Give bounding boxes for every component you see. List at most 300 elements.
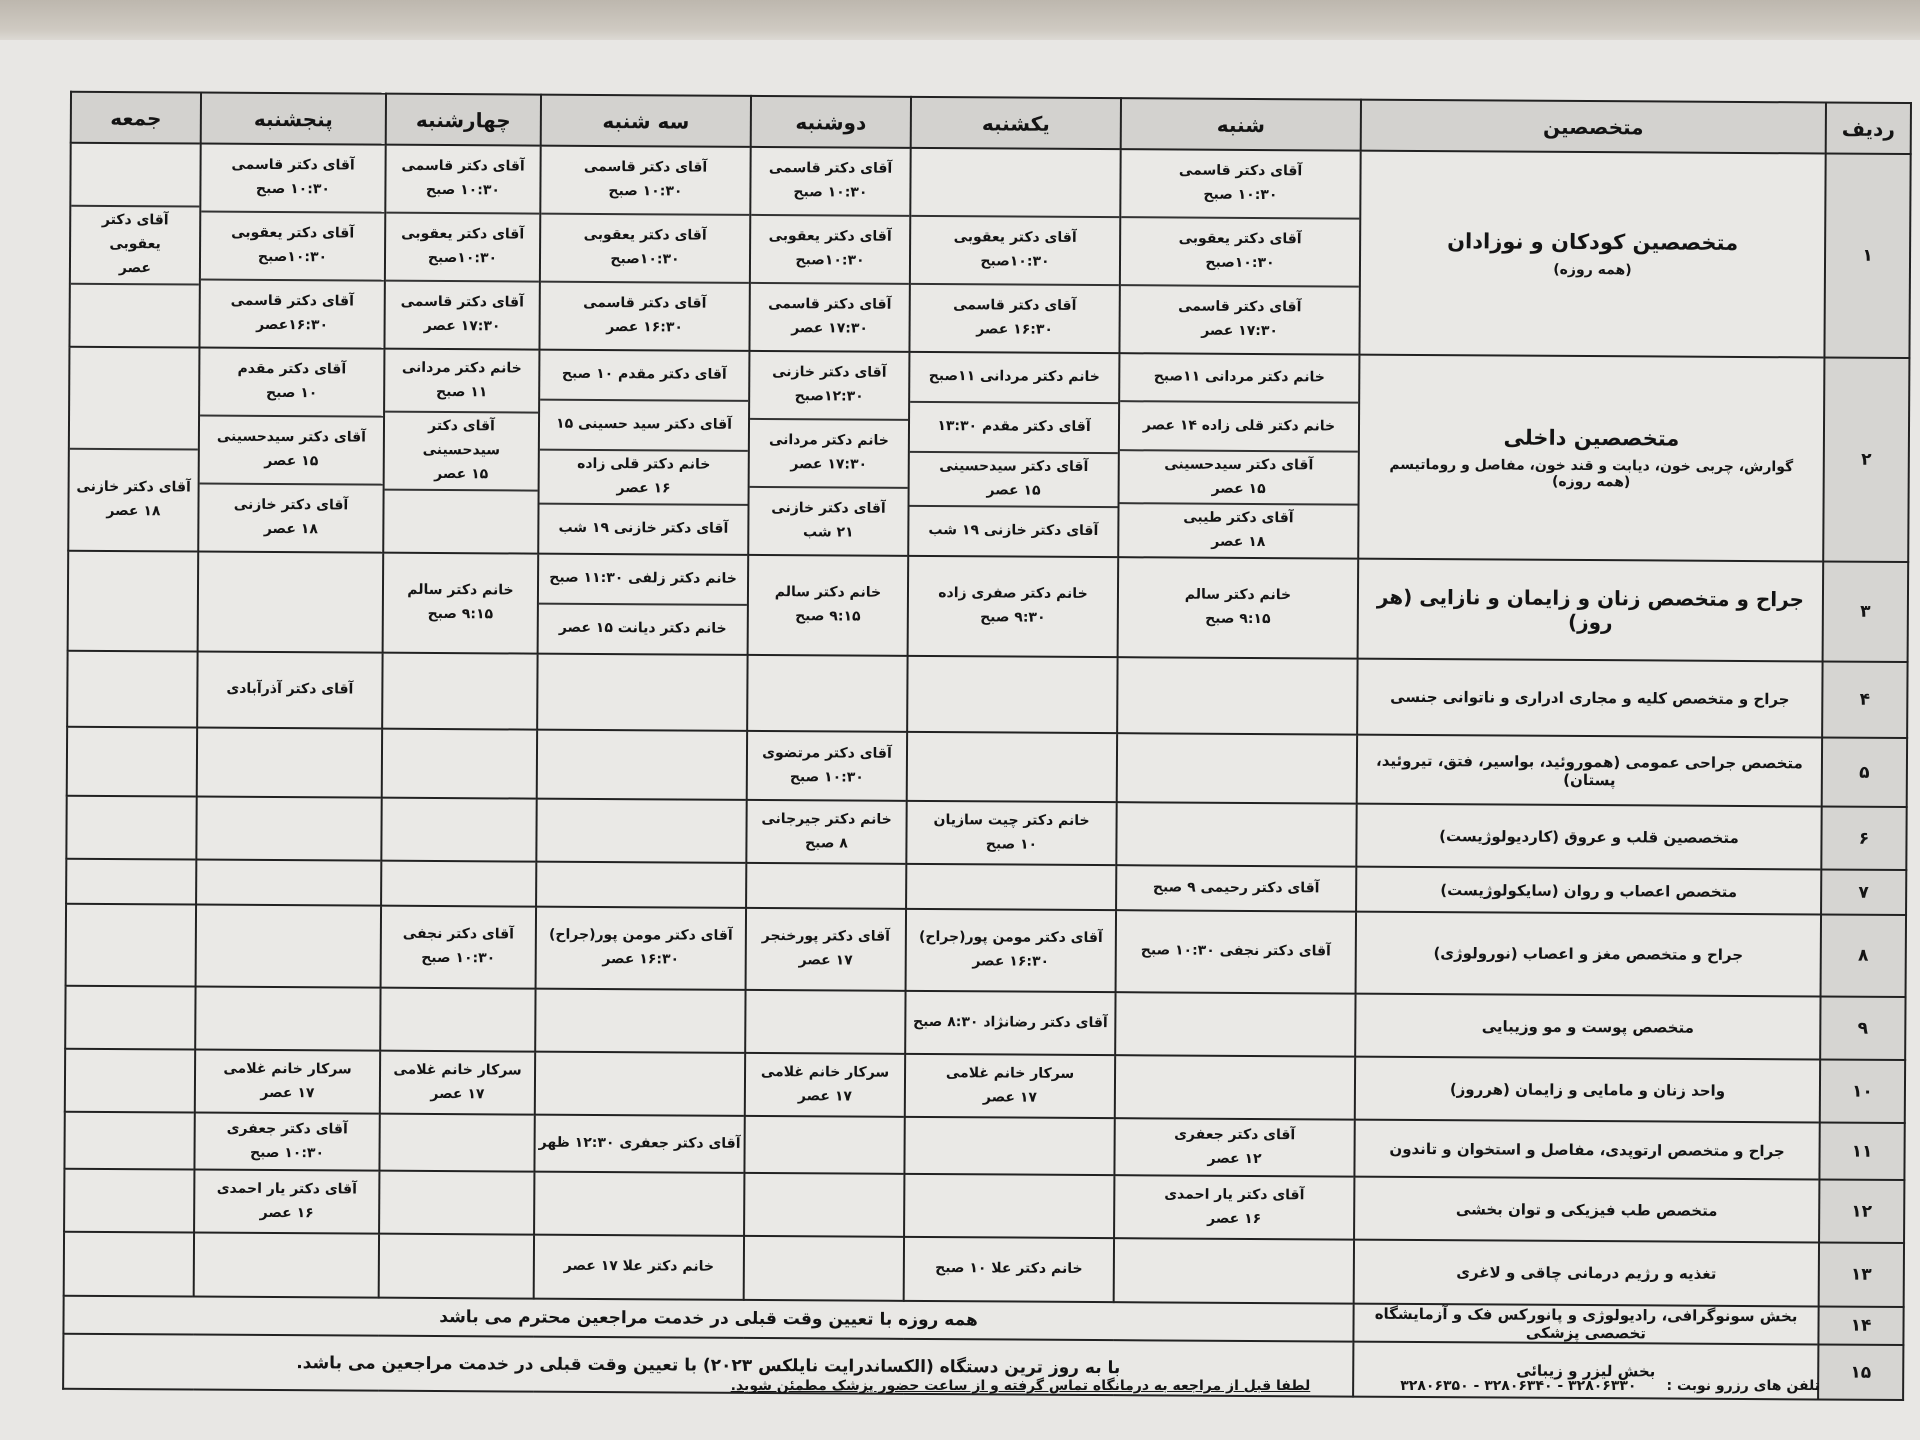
schedule-cell (904, 1117, 1114, 1175)
slot-list (197, 906, 380, 987)
slot-list (1115, 1176, 1353, 1238)
doctor-slot (535, 1173, 743, 1235)
schedule-cell (198, 552, 384, 653)
schedule-cell (1115, 992, 1355, 1056)
schedule-cell (1114, 1118, 1354, 1176)
schedule-cell (69, 143, 200, 348)
doctor-slot: سرکار خانم غلامی ۱۷ عصر (945, 1064, 1075, 1106)
table-row (65, 986, 1905, 1060)
doctor-slot (383, 730, 536, 798)
slot-list (747, 801, 905, 863)
slot-list (69, 552, 198, 651)
schedule-cell (64, 1232, 194, 1297)
specialty-name: بخش لیزر و زیبائی (1516, 1361, 1656, 1380)
row-number: ۸ (1821, 914, 1906, 997)
slot-list (905, 1118, 1113, 1174)
doctor-slot: خانم دکتر سالم ۹:۱۵ صبح (407, 582, 514, 623)
schedule-cell (534, 1172, 744, 1236)
doctor-slot: آقای دکتر خازنی ۱۸ عصر (233, 496, 349, 538)
specialty-cell (1356, 867, 1821, 915)
schedule-cell (536, 862, 746, 908)
doctor-slot (745, 1174, 903, 1236)
doctor-slot: آقای دکتر یعقوبی ۱۰:۳۰صبح (386, 214, 539, 283)
doctor-slot: آقای دکتر قاسمی ۱۰:۳۰ صبح (386, 146, 539, 215)
slot-list (382, 799, 535, 861)
slot-list (385, 146, 539, 349)
table-row (69, 143, 1910, 358)
doctor-slot (1118, 658, 1356, 733)
specialty-note: (همه روزه) (1553, 261, 1632, 279)
phone-numbers: ۳۲۸۰۶۳۳۰ - ۳۲۸۰۶۳۴۰ - ۳۲۸۰۶۳۵۰ (1400, 1378, 1637, 1394)
slot-list (380, 1172, 533, 1234)
doctor-slot (747, 864, 905, 908)
table-row (68, 347, 1909, 562)
specialty-name: جراح و متخصص کلیه و مجاری ادراری و ناتوانی جنسی (1390, 687, 1790, 709)
slot-list (1116, 993, 1354, 1055)
slot-list (1120, 150, 1359, 353)
phones-label: تلفن های رزرو نوبت : (1666, 1378, 1820, 1394)
doctor-slot: آقای دکتر رضانژاد ۸:۳۰ صبح (912, 1013, 1108, 1031)
header-day: جمعه (71, 92, 201, 144)
doctor-slot (382, 799, 535, 861)
slot-list (199, 553, 383, 652)
doctor-slot: سرکار خانم غلامی ۱۷ عصر (760, 1063, 890, 1105)
table-row (64, 1169, 1904, 1243)
slot-list (66, 987, 194, 1049)
slot-list (382, 862, 535, 906)
slot-list (535, 1173, 743, 1235)
schedule-cell (65, 1049, 195, 1113)
doctor-slot (197, 861, 380, 905)
slot-list (535, 1116, 743, 1172)
row-note: همه روزه با تعیین وقت قبلی در خدمت مراجعین محترم می باشد (63, 1296, 1353, 1342)
specialty-cell (1355, 994, 1820, 1060)
schedule-cell (909, 148, 1120, 353)
doctor-slot (68, 652, 196, 727)
doctor-slot: آقای دکتر خازنی ۱۸ عصر (76, 478, 191, 520)
slot-list (749, 352, 908, 555)
schedule-cell (381, 861, 536, 907)
doctor-slot: آقای دکتر قاسمی ۱۷:۳۰ عصر (768, 296, 892, 337)
table-row (67, 651, 1907, 738)
slot-list (67, 860, 195, 904)
schedule-cell (67, 727, 197, 797)
specialty-cell (1355, 1057, 1820, 1123)
doctor-slot: خانم دکتر جیرجانی ۸ صبح (761, 810, 892, 852)
specialty-cell (1354, 1240, 1819, 1307)
doctor-slot: خانم دکتر قلی زاده ۱۴ عصر (1120, 403, 1358, 453)
doctor-slot: آقای دکتر سیدحسینی ۱۵ عصر (385, 413, 538, 491)
schedule-cell (1116, 910, 1356, 993)
schedule-cell (906, 801, 1116, 865)
slot-list (1117, 866, 1355, 910)
schedule-cell (66, 796, 196, 860)
schedule-cell (1114, 1238, 1354, 1303)
doctor-slot: خانم دکتر مردانی ۱۷:۳۰ عصر (750, 420, 908, 489)
doctor-slot (1117, 803, 1355, 865)
specialty-name: واحد زنان و مامایی و زایمان (هرروز) (1449, 1079, 1726, 1100)
doctor-slot: آقای دکتر خازنی ۱۹ شب (558, 519, 729, 537)
slot-list (69, 348, 198, 551)
slot-list (905, 1238, 1113, 1301)
doctor-slot (1115, 1239, 1353, 1302)
doctor-slot (67, 905, 195, 986)
slot-list (65, 1233, 193, 1296)
specialty-name: جراح و متخصص مغز و اعصاب (نورولوژی) (1433, 944, 1744, 964)
doctor-slot: آقای دکتر قاسمی ۱۰:۳۰ صبح (201, 145, 384, 214)
slot-list (907, 802, 1115, 864)
schedule-cell (383, 349, 539, 554)
schedule-cell (536, 907, 746, 990)
header-specialist: متخصصین (1361, 100, 1826, 154)
doctor-slot (70, 348, 199, 451)
slot-list (65, 1170, 193, 1232)
slot-list (68, 652, 196, 727)
slot-list (746, 991, 904, 1053)
row-number: ۱ (1824, 153, 1910, 358)
doctor-slot: خانم دکتر قلی زاده ۱۶ عصر (540, 451, 748, 506)
specialty-name: متخصصین داخلی (1503, 425, 1680, 451)
doctor-slot: آقای دکتر آذرآبادی (226, 680, 354, 698)
doctor-slot: آقای دکتر نجفی ۱۰:۳۰ صبح (402, 925, 515, 967)
schedule-cell (67, 651, 197, 728)
slot-list (67, 905, 195, 986)
slot-list (1117, 911, 1355, 992)
doctor-slot: آقای دکتر سیدحسینی ۱۵ عصر (1120, 451, 1358, 506)
doctor-slot (383, 654, 536, 729)
schedule-cell (1119, 149, 1360, 354)
doctor-slot (67, 860, 195, 904)
doctor-slot: آقای دکتر سیدحسینی ۱۵ عصر (200, 417, 383, 486)
schedule-cell (195, 987, 380, 1051)
doctor-slot (382, 862, 535, 906)
header-day: شنبه (1121, 98, 1361, 150)
doctor-slot: آقای دکتر جعفری ۱۰:۳۰ صبح (226, 1120, 348, 1161)
schedule-cell (539, 146, 750, 351)
header-day: سه شنبه (541, 95, 751, 147)
doctor-slot: سرکار خانم غلامی ۱۷ عصر (393, 1061, 522, 1102)
slot-list (908, 733, 1116, 801)
schedule-cell (907, 732, 1117, 802)
schedule-cell (537, 654, 747, 731)
row-number: ۶ (1821, 806, 1906, 870)
schedule-cell (1115, 1055, 1355, 1119)
slot-list (380, 1235, 533, 1298)
schedule-cell (199, 144, 385, 349)
doctor-slot: خانم دکتر علا ۱۷ عصر (563, 1257, 715, 1275)
slot-list (536, 1053, 744, 1115)
schedule-cell (382, 729, 537, 799)
schedule-cell (746, 863, 906, 909)
slot-list (909, 353, 1118, 556)
slot-list (750, 148, 909, 351)
slot-list (1117, 803, 1355, 865)
doctor-slot: خانم دکتر دیانت ۱۵ عصر (558, 619, 727, 637)
schedule-cell (196, 797, 381, 861)
slot-list (197, 861, 380, 905)
doctor-slot: آقای دکتر یار احمدی ۱۶ عصر (216, 1180, 357, 1221)
slot-list (65, 1113, 193, 1169)
doctor-slot (911, 149, 1119, 218)
schedule-cell (196, 860, 381, 906)
slot-list (383, 654, 536, 729)
schedule-cell (380, 1051, 535, 1115)
doctor-slot: آقای دکتر قاسمی ۱۰:۳۰ صبح (751, 148, 909, 217)
doctor-slot (197, 906, 380, 987)
table-row (65, 1049, 1905, 1123)
doctor-slot: خانم دکتر مردانی ۱۱صبح (1120, 354, 1358, 404)
slot-list (1119, 558, 1358, 657)
row-number: ۳ (1823, 561, 1909, 662)
row-number: ۱۳ (1819, 1242, 1904, 1307)
doctor-slot: آقای دکتر قاسمی ۱۷:۳۰ عصر (1178, 298, 1302, 340)
schedule-cell (381, 798, 536, 862)
slot-list (197, 798, 380, 860)
slot-list (195, 1171, 378, 1233)
doctor-slot (66, 987, 194, 1049)
doctor-slot (536, 1053, 744, 1115)
specialty-name: متخصص پوست و مو وزیبایی (1481, 1016, 1694, 1037)
slot-list (540, 147, 749, 350)
specialty-cell (1357, 735, 1822, 807)
doctor-slot (537, 800, 745, 862)
schedule-cell (382, 653, 537, 730)
specialty-cell (1356, 912, 1821, 997)
doctor-slot: آقای دکتر سید حسینی ۱۵ (540, 401, 748, 452)
doctor-slot: آقای دکتر یار احمدی ۱۶ عصر (1164, 1186, 1305, 1227)
schedule-cell (535, 1052, 745, 1116)
doctor-slot (908, 733, 1116, 801)
slot-list (383, 730, 536, 798)
doctor-slot: خانم دکتر سالم ۹:۱۵ صبح (1184, 586, 1292, 628)
schedule-cell (905, 991, 1115, 1055)
doctor-slot (1116, 993, 1354, 1055)
slot-list (198, 729, 381, 797)
doctor-slot: آقای دکتر جعفری ۱۲ عصر (1174, 1126, 1296, 1167)
specialty-name: متخصصین کودکان و نوزادان (1447, 229, 1739, 255)
doctor-slot (908, 657, 1116, 732)
specialty-name: متخصصین قلب و عروق (کاردیولوژیست) (1439, 826, 1739, 847)
doctor-slot (65, 1113, 193, 1169)
schedule-cell (745, 1053, 905, 1117)
schedule-cell (538, 554, 749, 655)
schedule-cell (744, 1236, 904, 1301)
schedule-cell (1114, 1175, 1354, 1239)
doctor-slot (381, 989, 534, 1051)
doctor-slot: خانم دکتر سالم ۹:۱۵ صبح (774, 584, 882, 625)
doctor-slot (70, 284, 198, 346)
schedule-cell (535, 989, 745, 1053)
specialty-cell (1353, 1304, 1818, 1345)
slot-list (535, 1236, 743, 1299)
doctor-slot: خانم دکتر زلفی ۱۱:۳۰ صبح (539, 555, 747, 606)
schedule-cell (196, 905, 381, 988)
schedule-table (62, 91, 1912, 1401)
doctor-slot: خانم دکتر مردانی ۱۱صبح (910, 353, 1118, 404)
schedule-cell (747, 655, 907, 732)
doctor-slot (1116, 1056, 1354, 1118)
schedule-cell (1117, 657, 1357, 734)
doctor-slot (748, 656, 906, 731)
doctor-slot: آقای دکتر مقدم ۱۰ صبح (540, 351, 748, 402)
schedule-cell (534, 1235, 744, 1300)
row-number: ۹ (1820, 996, 1905, 1060)
schedule-cell (748, 351, 909, 556)
slot-list (196, 988, 379, 1050)
doctor-slot (905, 1175, 1113, 1237)
doctor-slot (195, 1234, 378, 1297)
slot-list (538, 655, 746, 730)
schedule-cell (65, 986, 195, 1050)
doctor-slot: آقای دکتر مرتضوی ۱۰:۳۰ صبح (762, 744, 892, 786)
slot-list (200, 145, 384, 348)
slot-list (1115, 1239, 1353, 1302)
slot-list (380, 1115, 533, 1171)
doctor-slot: آقای دکتر قاسمی ۱۷:۳۰ عصر (400, 293, 524, 335)
row-note: با به روز ترین دستگاه (الکساندرایت نایلکس ۲۰۲۳) با تعیین وقت قبلی در خدمت مراجعین می باشد. (63, 1334, 1353, 1397)
schedule-cell (906, 864, 1116, 910)
slot-list (746, 1054, 904, 1116)
row-number: ۱۱ (1819, 1122, 1904, 1180)
doctor-slot: آقای دکتر مقدم ۱۰ صبح (200, 349, 383, 418)
doctor-slot (538, 655, 746, 730)
row-number: ۱۵ (1818, 1344, 1903, 1400)
doctor-slot: آقای دکتر یعقوبی ۱۰:۳۰صبح (201, 213, 384, 282)
slot-list (68, 728, 196, 796)
slot-list (539, 351, 748, 554)
slot-list (1115, 1119, 1353, 1175)
specialty-name: جراح و متخصص زنان و زایمان و نازایی (هر روز) (1376, 584, 1805, 635)
schedule-cell (64, 1112, 194, 1170)
slot-list (539, 555, 748, 654)
doctor-slot (65, 1233, 193, 1296)
schedule-cell (194, 1233, 379, 1298)
schedule-cell (194, 1170, 379, 1234)
schedule-cell (198, 348, 384, 553)
row-number: ۱۰ (1820, 1059, 1905, 1123)
header-day: یکشنبه (911, 97, 1121, 149)
doctor-slot (198, 729, 381, 797)
doctor-slot (199, 553, 383, 652)
schedule-cell (536, 799, 746, 863)
slot-list (748, 732, 906, 800)
slot-list (1118, 734, 1356, 802)
slot-list (537, 908, 745, 989)
doctor-slot (196, 988, 379, 1050)
doctor-slot (538, 731, 746, 799)
slot-list (199, 349, 383, 552)
doctor-slot: آقای دکتر خازنی ۱۹ شب (928, 522, 1099, 540)
doctor-slot: آقای دکتر خازنی ۲۱ شب (771, 500, 886, 541)
doctor-slot: آقای دکتر یعقوبی ۱۰:۳۰صبح (751, 216, 909, 285)
doctor-slot: سرکار خانم غلامی ۱۷ عصر (223, 1060, 352, 1101)
doctor-slot (67, 797, 195, 859)
slot-list (536, 990, 744, 1052)
specialty-name: متخصص جراحی عمومی (هموروئید، بواسیر، فتق، تیروئید، پستان) (1376, 751, 1803, 789)
doctor-slot: آقای دکتر پورخنجر ۱۷ عصر (761, 928, 891, 969)
schedule-cell (746, 908, 906, 991)
slot-list (382, 907, 535, 988)
doctor-slot (384, 490, 537, 552)
doctor-slot (380, 1172, 533, 1234)
schedule-cell (747, 731, 907, 801)
schedule-cell (379, 1171, 534, 1235)
slot-list (905, 1175, 1113, 1237)
slot-list (906, 1055, 1114, 1117)
doctor-slot: آقای دکتر مومن پور(جراح) ۱۶:۳۰ عصر (918, 929, 1103, 970)
slot-list (745, 1174, 903, 1236)
schedule-cell (1116, 865, 1356, 911)
doctor-slot: آقای دکتر مومن پور(جراح) ۱۶:۳۰ عصر (548, 926, 733, 968)
slot-list (384, 554, 538, 653)
schedule-cell (1118, 353, 1359, 558)
schedule-cell (379, 1234, 534, 1299)
table-row (66, 904, 1906, 997)
slot-list (747, 864, 905, 908)
slot-list (908, 657, 1116, 732)
schedule-cell (906, 909, 1116, 992)
header-day: پنجشنبه (201, 93, 386, 145)
schedule-cell (195, 1050, 380, 1114)
schedule-cell (379, 1114, 534, 1172)
doctor-slot: آقای دکتر قاسمی ۱۶:۳۰عصر (230, 292, 354, 334)
row-number: ۵ (1822, 737, 1907, 807)
slot-list (745, 1237, 903, 1300)
doctor-slot (380, 1115, 533, 1171)
doctor-slot (907, 865, 1115, 909)
slot-list (67, 797, 195, 859)
doctor-slot (537, 863, 745, 907)
doctor-slot (69, 552, 198, 651)
row-number: ۷ (1821, 869, 1906, 915)
slot-list (538, 731, 746, 799)
schedule-cell (1117, 733, 1357, 803)
schedule-cell (746, 800, 906, 864)
slot-list (195, 1234, 378, 1297)
slot-list (747, 909, 905, 990)
schedule-cell (904, 1174, 1114, 1238)
row-number: ۱۴ (1818, 1306, 1903, 1345)
schedule-cell (1118, 557, 1359, 658)
schedule-cell (538, 350, 749, 555)
table-row (67, 727, 1907, 807)
slot-list (537, 863, 745, 907)
doctor-slot: خانم دکتر چیت سازیان ۱۰ صبح (933, 811, 1090, 853)
specialty-name: متخصص اعصاب و روان (سایکولوژیست) (1440, 880, 1738, 901)
schedule-cell (537, 730, 747, 800)
schedule-cell (384, 145, 540, 350)
slot-list (384, 350, 538, 553)
specialty-cell (1358, 559, 1824, 662)
header-row-number: ردیف (1826, 102, 1911, 154)
doctor-slot: آقای دکتر یعقوبی ۱۰:۳۰صبح (541, 215, 749, 284)
schedule-cell (744, 1116, 904, 1174)
slot-list (745, 1117, 903, 1173)
doctor-slot: آقای دکتر خازنی ۱۲:۳۰صبح (750, 352, 908, 421)
specialty-name: بخش سونوگرافی، رادیولوژی و پانورکس فک و آزمایشگاه تخصصی پزشکی (1374, 1304, 1798, 1343)
doctor-slot (66, 1050, 194, 1112)
schedule-cell (380, 988, 535, 1052)
doctor-slot (71, 144, 199, 208)
schedule-cell (66, 859, 196, 905)
doctor-slot: آقای دکتر مقدم ۱۳:۳۰ (910, 403, 1118, 454)
doctor-slot: آقای دکتر جعفری ۱۲:۳۰ ظهر (538, 1134, 741, 1152)
schedule-cell (1116, 802, 1356, 866)
slot-list (910, 149, 1119, 352)
doctor-slot: آقای دکتر قاسمی ۱۰:۳۰ صبح (1121, 150, 1359, 219)
slot-list (907, 910, 1115, 991)
schedule-cell (68, 347, 199, 552)
